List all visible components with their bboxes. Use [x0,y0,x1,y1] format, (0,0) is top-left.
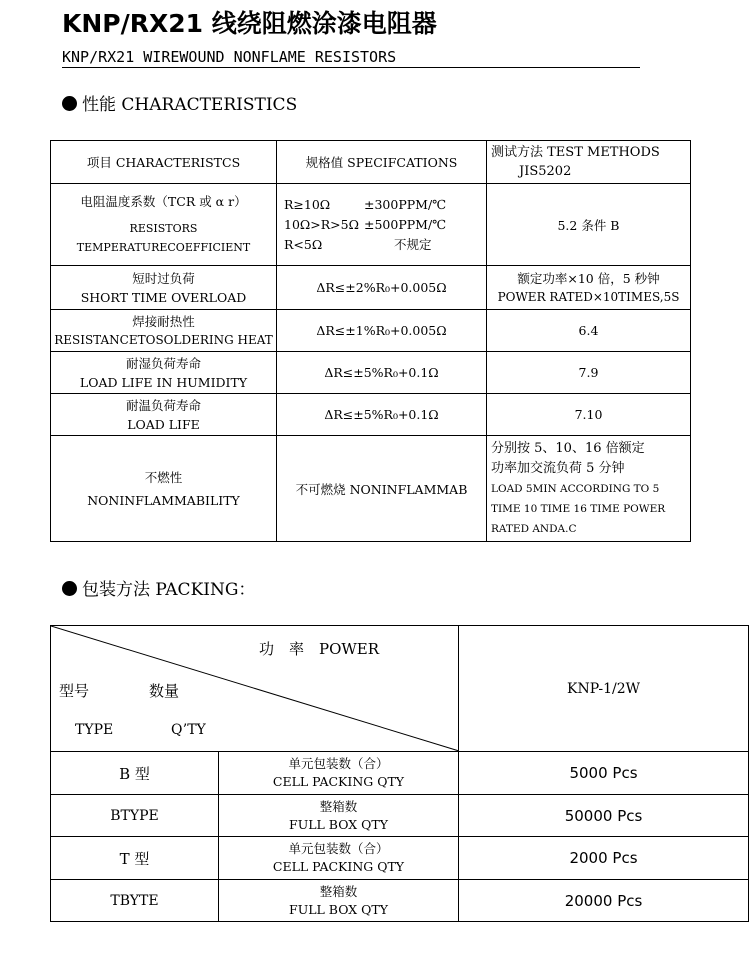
item-cell [51,266,277,310]
spec-cond: R<5Ω [284,236,323,252]
item-cn: 耐温负荷寿命 [125,397,201,413]
header-specifications: 规格值 SPECIFCATIONS [277,141,487,184]
test-line: 分别按 5、10、16 倍额定 [491,440,645,456]
test-line: RATED ANDA.C [491,522,577,535]
header-test-methods-line1: 测试方法 TEST METHODS [491,145,660,160]
table-row [51,184,691,266]
power-label: 功 率 POWER [259,640,380,658]
spec-line [277,195,486,215]
table-header-row [51,141,691,184]
packing-row [51,837,749,880]
spec-val: 不规定 [394,236,432,252]
header-characteristics: 项目 CHARACTERISTCS [51,141,277,184]
type-cell: BTYPE [51,795,219,837]
spec-cell [277,184,487,266]
document-subtitle: KNP/RX21 WIREWOUND NONFLAME RESISTORS [62,48,640,68]
test-line: LOAD 5MIN ACCORDING TO 5 [491,482,660,495]
item-en: SHORT TIME OVERLOAD [80,289,247,305]
table-row [51,394,691,436]
packing-label-cn: 整箱数 [319,883,358,899]
type-cell: B 型 [51,752,219,795]
packing-header-row [51,626,749,752]
item-cell [51,436,277,542]
test-line: 额定功率×10 倍，5 秒钟 [517,270,660,286]
item-en: LOAD LIFE IN HUMIDITY [79,374,248,390]
test-line: TIME 10 TIME 16 TIME POWER [491,502,666,515]
spec-val: ±500PPM/℃ [364,216,447,232]
item-cn: 焊接耐热性 [132,313,195,329]
item-en2: TEMPERATURECOEFFICIENT [76,241,251,254]
packing-label-cell [219,880,459,922]
test-cell: 7.10 [487,394,691,436]
item-cn: 短时过负荷 [132,270,195,286]
spec-cell: ΔR≤±1%R₀+0.005Ω [277,310,487,352]
item-cell [51,184,277,266]
spec-cell: ΔR≤±5%R₀+0.1Ω [277,352,487,394]
item-cell [51,310,277,352]
packing-label-cn: 单元包装数（合） [288,756,389,771]
header-test-methods [487,141,691,184]
spec-val: ±300PPM/℃ [364,196,447,212]
packing-label-cell [219,837,459,880]
item-cn: 不燃性 [144,469,183,485]
packing-value: 50000 Pcs [459,795,749,837]
spec-cell: ΔR≤±2%R₀+0.005Ω [277,266,487,310]
characteristics-heading [62,90,297,115]
qty-cn-label: 数量 [149,682,180,700]
table-row [51,310,691,352]
characteristics-heading-text: 性能 CHARACTERISTICS [82,95,298,115]
spec-cell: ΔR≤±5%R₀+0.1Ω [277,394,487,436]
packing-label-cn: 整箱数 [319,798,358,814]
packing-label-cell [219,795,459,837]
table-row [51,436,691,542]
bullet-icon [62,581,77,596]
packing-value: 5000 Pcs [459,752,749,795]
packing-value: 20000 Pcs [459,880,749,922]
spec-cond: R≥10Ω [284,196,331,212]
test-cell: 6.4 [487,310,691,352]
test-line: POWER RATED×10TIMES,5S [497,289,680,304]
type-en-label: TYPE [75,722,114,738]
characteristics-table [50,140,691,542]
document-title: KNP/RX21 线绕阻燃涂漆电阻器 [62,9,437,38]
qty-en-label: Q’TY [171,722,206,738]
test-line: 功率加交流负荷 5 分钟 [491,460,625,476]
item-en: RESISTANCETOSOLDERING HEAT [54,332,273,347]
header-test-methods-line2: JIS5202 [519,164,572,179]
spec-line [277,235,486,255]
packing-row [51,795,749,837]
packing-heading-text: 包装方法 PACKING： [82,580,256,600]
spec-line [277,215,486,235]
item-en: LOAD LIFE [127,416,200,432]
type-cn-label: 型号 [59,682,90,700]
spec-cell: 不可燃烧 NONINFLAMMAB [277,436,487,542]
test-cell [487,436,691,542]
model-header: KNP-1/2W [459,626,749,752]
item-en1: RESISTORS [129,222,198,235]
packing-label-cell [219,752,459,795]
bullet-icon [62,96,77,111]
item-cell [51,352,277,394]
table-row [51,352,691,394]
packing-label-en: FULL BOX QTY [289,901,388,917]
test-cell: 5.2 条件 B [487,184,691,266]
packing-value: 2000 Pcs [459,837,749,880]
packing-heading [62,575,255,600]
packing-table [50,625,749,922]
packing-row [51,752,749,795]
item-cn: 电阻温度系数（TCR 或 α r） [80,194,247,209]
packing-label-en: FULL BOX QTY [289,816,388,832]
spec-cond: 10Ω>R>5Ω [284,216,359,232]
table-row [51,266,691,310]
test-cell [487,266,691,310]
packing-row [51,880,749,922]
item-cell [51,394,277,436]
packing-label-cn: 单元包装数（合） [288,841,389,856]
packing-label-en: CELL PACKING QTY [272,774,405,789]
item-cn: 耐湿负荷寿命 [125,355,201,371]
item-en: NONINFLAMMABILITY [87,492,240,508]
type-cell: TBYTE [51,880,219,922]
packing-label-en: CELL PACKING QTY [272,859,405,874]
type-cell: T 型 [51,837,219,880]
packing-header-diagonal-cell [51,626,459,752]
test-cell: 7.9 [487,352,691,394]
